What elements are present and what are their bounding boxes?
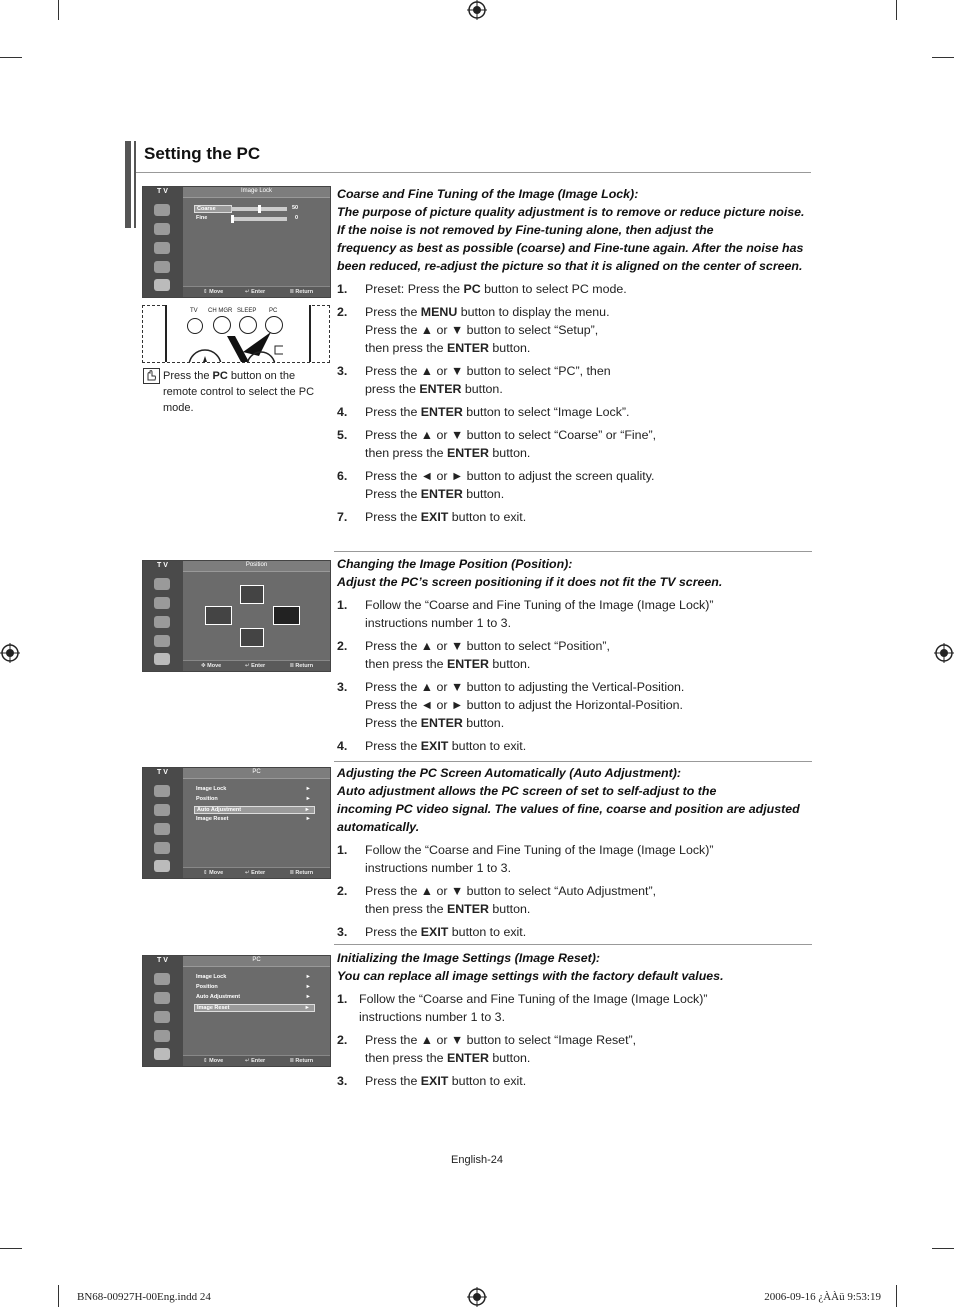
section-intro: Auto adjustment allows the PC screen of set to self-adjust to the <box>337 784 717 798</box>
page-title: Setting the PC <box>144 144 261 163</box>
step: 2. Press the ▲ or ▼ button to select “Position”, then press the ENTER button. <box>337 639 610 671</box>
fine-slider <box>231 217 287 221</box>
input-icon <box>154 1048 170 1060</box>
step: 2. Press the ▲ or ▼ button to select “Image Reset”, then press the ENTER button. <box>337 1033 637 1065</box>
input-icon <box>154 653 170 665</box>
step: 4. Press the EXIT button to exit. <box>337 739 527 753</box>
step: 1. Follow the “Coarse and Fine Tuning of the Image (Image Lock)” instructions number 1 to 3. <box>337 843 714 875</box>
osd-row-label: Fine <box>196 215 208 221</box>
input-icon <box>154 279 170 291</box>
section-image-reset <box>337 949 812 1090</box>
section-heading: Coarse and Fine Tuning of the Image (Image Lock): <box>337 187 639 201</box>
footer-move: Move <box>209 1058 224 1064</box>
osd-tv-label: T V <box>157 769 168 776</box>
footer-return: Return <box>295 289 314 295</box>
print-file-name: BN68-00927H-00Eng.indd 24 <box>77 1291 211 1303</box>
registration-mark-icon <box>934 643 954 663</box>
footer-enter: Enter <box>251 1058 266 1064</box>
sound-icon <box>154 804 170 816</box>
coarse-slider-thumb <box>258 205 261 213</box>
pointer-arrow-icon <box>183 326 283 362</box>
section-image-lock <box>337 185 812 526</box>
picture-icon <box>154 973 170 985</box>
crop-mark <box>0 1248 22 1249</box>
footer-return: Return <box>295 870 314 876</box>
step: 5. Press the ▲ or ▼ button to select “Coarse” or “Fine”, then press the ENTER button. <box>337 428 657 460</box>
remote-label-sleep: SLEEP <box>237 308 257 314</box>
fine-value: 0 <box>295 215 299 221</box>
setup-icon <box>154 635 170 647</box>
step: 1. Preset: Press the PC button to select PC mode. <box>337 282 627 296</box>
crop-mark <box>0 57 22 58</box>
picture-icon <box>154 785 170 797</box>
channel-icon <box>154 616 170 628</box>
crop-mark <box>58 1285 59 1307</box>
osd-image-lock <box>142 186 331 298</box>
position-left-box <box>205 606 232 625</box>
step: 2. Press the ▲ or ▼ button to select “Auto Adjustment”, then press the ENTER button. <box>337 884 657 916</box>
osd-menu-item: Position ► <box>196 796 311 802</box>
crop-mark <box>932 1248 954 1249</box>
osd-title: PC <box>252 957 261 963</box>
osd-tv-label: T V <box>157 562 168 569</box>
sound-icon <box>154 223 170 235</box>
remote-label-tv: TV <box>190 308 198 314</box>
picture-icon <box>154 578 170 590</box>
osd-row-fine <box>194 215 232 223</box>
footer-move: Move <box>209 289 224 295</box>
position-down-box <box>240 628 264 647</box>
footer-enter: Enter <box>251 289 266 295</box>
section-divider <box>334 761 812 762</box>
osd-footer: ✥ Move ↵ Enter Ⅲ Return <box>183 660 330 671</box>
section-intro: The purpose of picture quality adjustment is to remove or reduce picture noise. If the noise is not removed by Fine-tuning alone, then adjust the <box>337 205 805 237</box>
osd-menu-item: Auto Adjustment ► <box>196 994 311 1000</box>
osd-pc-image-reset <box>142 955 331 1067</box>
step: 2. Press the MENU button to display the menu. Press the ▲ or ▼ button to select “Setup”, then press the ENTER button. <box>337 305 610 355</box>
osd-tv-label: T V <box>157 957 168 964</box>
picture-icon <box>154 204 170 216</box>
section-intro: You can replace all image settings with the factory default values. <box>337 969 724 983</box>
title-accent-bar <box>131 141 134 228</box>
section-position <box>337 555 812 755</box>
step: 7. Press the EXIT button to exit. <box>337 510 527 524</box>
remote-label-chmgr: CH MGR <box>208 308 233 314</box>
footer-enter: Enter <box>251 663 266 669</box>
crop-mark <box>896 0 897 20</box>
remote-label-pc: PC <box>269 308 278 314</box>
footer-move: Move <box>209 870 224 876</box>
footer-return: Return <box>295 1058 314 1064</box>
registration-mark-icon <box>0 643 20 663</box>
osd-footer: ⇕ Move ↵ Enter Ⅲ Return <box>183 1055 330 1066</box>
osd-position <box>142 560 331 672</box>
section-divider <box>334 944 812 945</box>
step: 3. Press the EXIT button to exit. <box>337 1074 527 1088</box>
step: 1. Follow the “Coarse and Fine Tuning of the Image (Image Lock)” instructions number 1 to 3. <box>337 598 714 630</box>
channel-icon <box>154 1011 170 1023</box>
osd-menu-item: Image Reset ► <box>196 816 311 822</box>
registration-mark-icon <box>467 0 487 20</box>
registration-mark-icon <box>467 1287 487 1307</box>
note-text: Press the PC button on the remote control to select the PC mode. <box>163 370 315 414</box>
section-intro: incoming PC video signal. The values of fine, coarse and position are adjusted automatically. <box>337 802 800 834</box>
step: 4. Press the ENTER button to select “Image Lock”. <box>337 405 630 419</box>
osd-pc-auto-adjustment <box>142 767 331 879</box>
step: 6. Press the ◄ or ► button to adjust the screen quality. Press the ENTER button. <box>337 469 655 501</box>
osd-menu-item: Image Lock ► <box>196 786 311 792</box>
osd-menu-item-selected: Auto Adjustment ► <box>194 806 315 814</box>
remote-control-illustration <box>142 305 330 363</box>
osd-row-coarse <box>194 205 232 213</box>
channel-icon <box>154 242 170 254</box>
osd-row-label: Coarse <box>197 206 216 212</box>
step: 3. Press the EXIT button to exit. <box>337 925 527 939</box>
osd-footer: ⇕ Move ↵ Enter Ⅲ Return <box>183 867 330 878</box>
position-up-box <box>240 585 264 604</box>
note-hand-icon <box>143 368 160 384</box>
fine-slider-thumb <box>231 215 234 223</box>
crop-mark <box>896 1285 897 1307</box>
osd-title: Position <box>245 562 268 568</box>
print-date: 2006-09-16 ¿ÀÀü 9:53:19 <box>764 1291 881 1303</box>
section-heading: Initializing the Image Settings (Image Reset): <box>337 951 600 965</box>
section-divider <box>334 551 812 552</box>
step: 3. Press the ▲ or ▼ button to select “PC”, then press the ENTER button. <box>337 364 611 396</box>
footer-enter: Enter <box>251 870 266 876</box>
coarse-value: 50 <box>292 205 299 211</box>
section-heading: Changing the Image Position (Position): <box>337 557 573 571</box>
osd-menu-item: Position ► <box>196 984 311 990</box>
setup-icon <box>154 842 170 854</box>
section-heading: Adjusting the PC Screen Automatically (Auto Adjustment): <box>337 766 681 780</box>
position-right-box <box>273 606 300 625</box>
sound-icon <box>154 992 170 1004</box>
step: 1. Follow the “Coarse and Fine Tuning of the Image (Image Lock)” instructions number 1 to 3. <box>337 992 708 1024</box>
osd-menu-item-selected: Image Reset ► <box>194 1004 315 1012</box>
osd-footer: ⇕ Move ↵ Enter Ⅲ Return <box>183 286 330 297</box>
channel-icon <box>154 823 170 835</box>
page-number: English-24 <box>451 1154 503 1166</box>
setup-icon <box>154 1030 170 1042</box>
footer-return: Return <box>295 663 314 669</box>
input-icon <box>154 860 170 872</box>
setup-icon <box>154 261 170 273</box>
footer-move: Move <box>207 663 222 669</box>
osd-menu-item: Image Lock ► <box>196 974 311 980</box>
crop-mark <box>58 0 59 20</box>
section-intro: Adjust the PC’s screen positioning if it does not fit the TV screen. <box>337 575 723 589</box>
crop-mark <box>932 57 954 58</box>
section-intro: frequency as best as possible (coarse) and Fine-tune again. After the noise has been reduced, re-adjust the picture so that it is aligned on the center of screen. <box>337 241 804 273</box>
osd-title: Image Lock <box>240 188 273 194</box>
step: 3. Press the ▲ or ▼ button to adjusting the Vertical-Position. Press the ◄ or ► button to adjust the Horizontal-Position. Press the ENTER button. <box>337 680 685 730</box>
osd-tv-label: T V <box>157 188 168 195</box>
sound-icon <box>154 597 170 609</box>
section-auto-adjustment <box>337 764 812 941</box>
osd-title: PC <box>252 769 261 775</box>
